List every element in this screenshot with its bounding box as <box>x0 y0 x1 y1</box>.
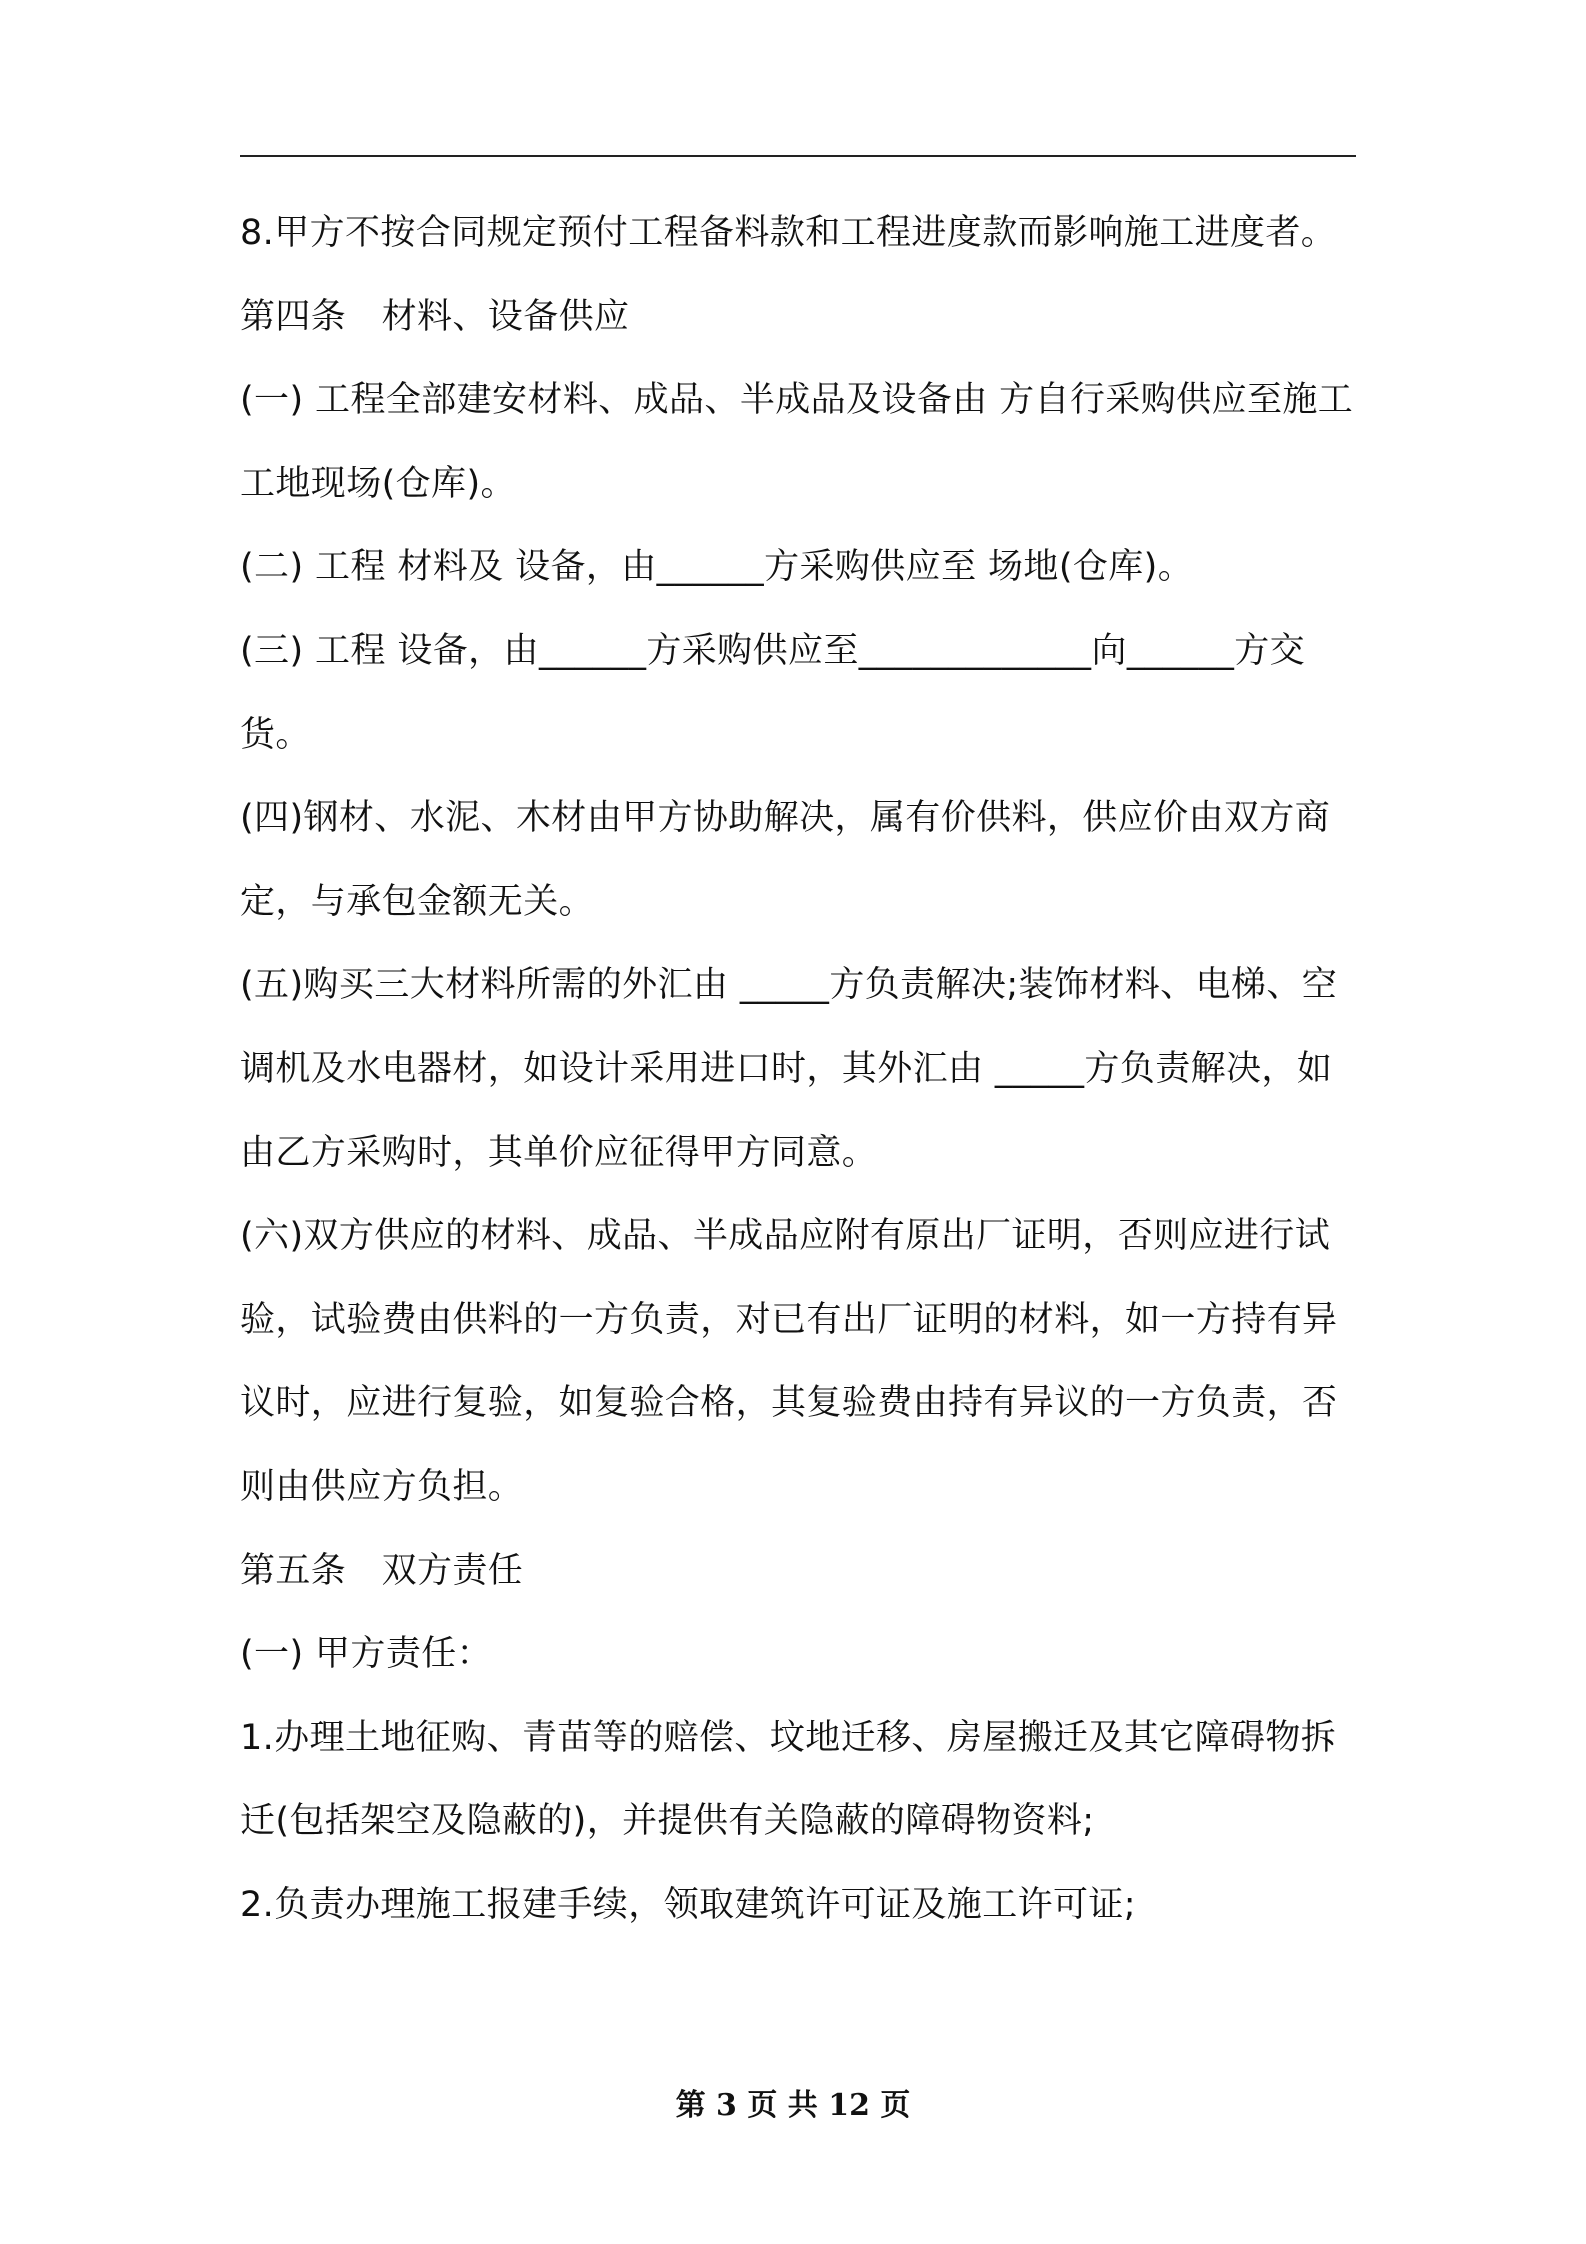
heading-article4: 第四条 材料、设备供应 <box>240 296 630 337</box>
paragraph-clause5: (五)购买三大材料所需的外汇由 _____方负责解决;装饰材料、电梯、空调机及水电器材，如设计采用进口时，其外汇由 _____方负责解决，如由乙方采购时，其单价应征得甲方同意。 <box>240 965 1338 1173</box>
paragraph-clause2: (二) 工程 材料及 设备，由______方采购供应至 场地(仓库)。 <box>240 547 1194 588</box>
paragraph-clause6: (六)双方供应的材料、成品、半成品应附有原出厂证明，否则应进行试验，试验费由供料的一方负责，对已有出厂证明的材料，如一方持有异议时，应进行复验，如复验合格，其复验费由持有异议的一方负责，否则由供应方负担。 <box>240 1216 1338 1507</box>
paragraph-clause4: (四)钢材、水泥、木材由甲方协助解决，属有价供料，供应价由双方商定，与承包金额无关。 <box>240 798 1331 922</box>
heading-article5: 第五条 双方责任 <box>240 1550 524 1591</box>
header-rule <box>240 155 1356 157</box>
page-number: 第 3 页 共 12 页 <box>675 2088 911 2123</box>
paragraph-duty2: 2.负责办理施工报建手续，领取建筑许可证及施工许可证; <box>240 1884 1136 1925</box>
paragraph-clause1: (一) 工程全部建安材料、成品、半成品及设备由 方自行采购供应至施工工地现场(仓库)。 <box>240 380 1354 504</box>
paragraph-item8: 8.甲方不按合同规定预付工程备料款和工程进度款而影响施工进度者。 <box>240 213 1337 253</box>
paragraph-duty1: 1.办理土地征购、青苗等的赔偿、坟地迁移、房屋搬迁及其它障碍物拆迁(包括架空及隐蔽的)，并提供有关隐蔽的障碍物资料; <box>240 1717 1337 1842</box>
document-body <box>240 192 1356 1947</box>
paragraph-clause3: (三) 工程 设备，由______方采购供应至_____________向______方交货。 <box>240 630 1306 755</box>
subheading-party-a: (一) 甲方责任： <box>240 1634 493 1675</box>
